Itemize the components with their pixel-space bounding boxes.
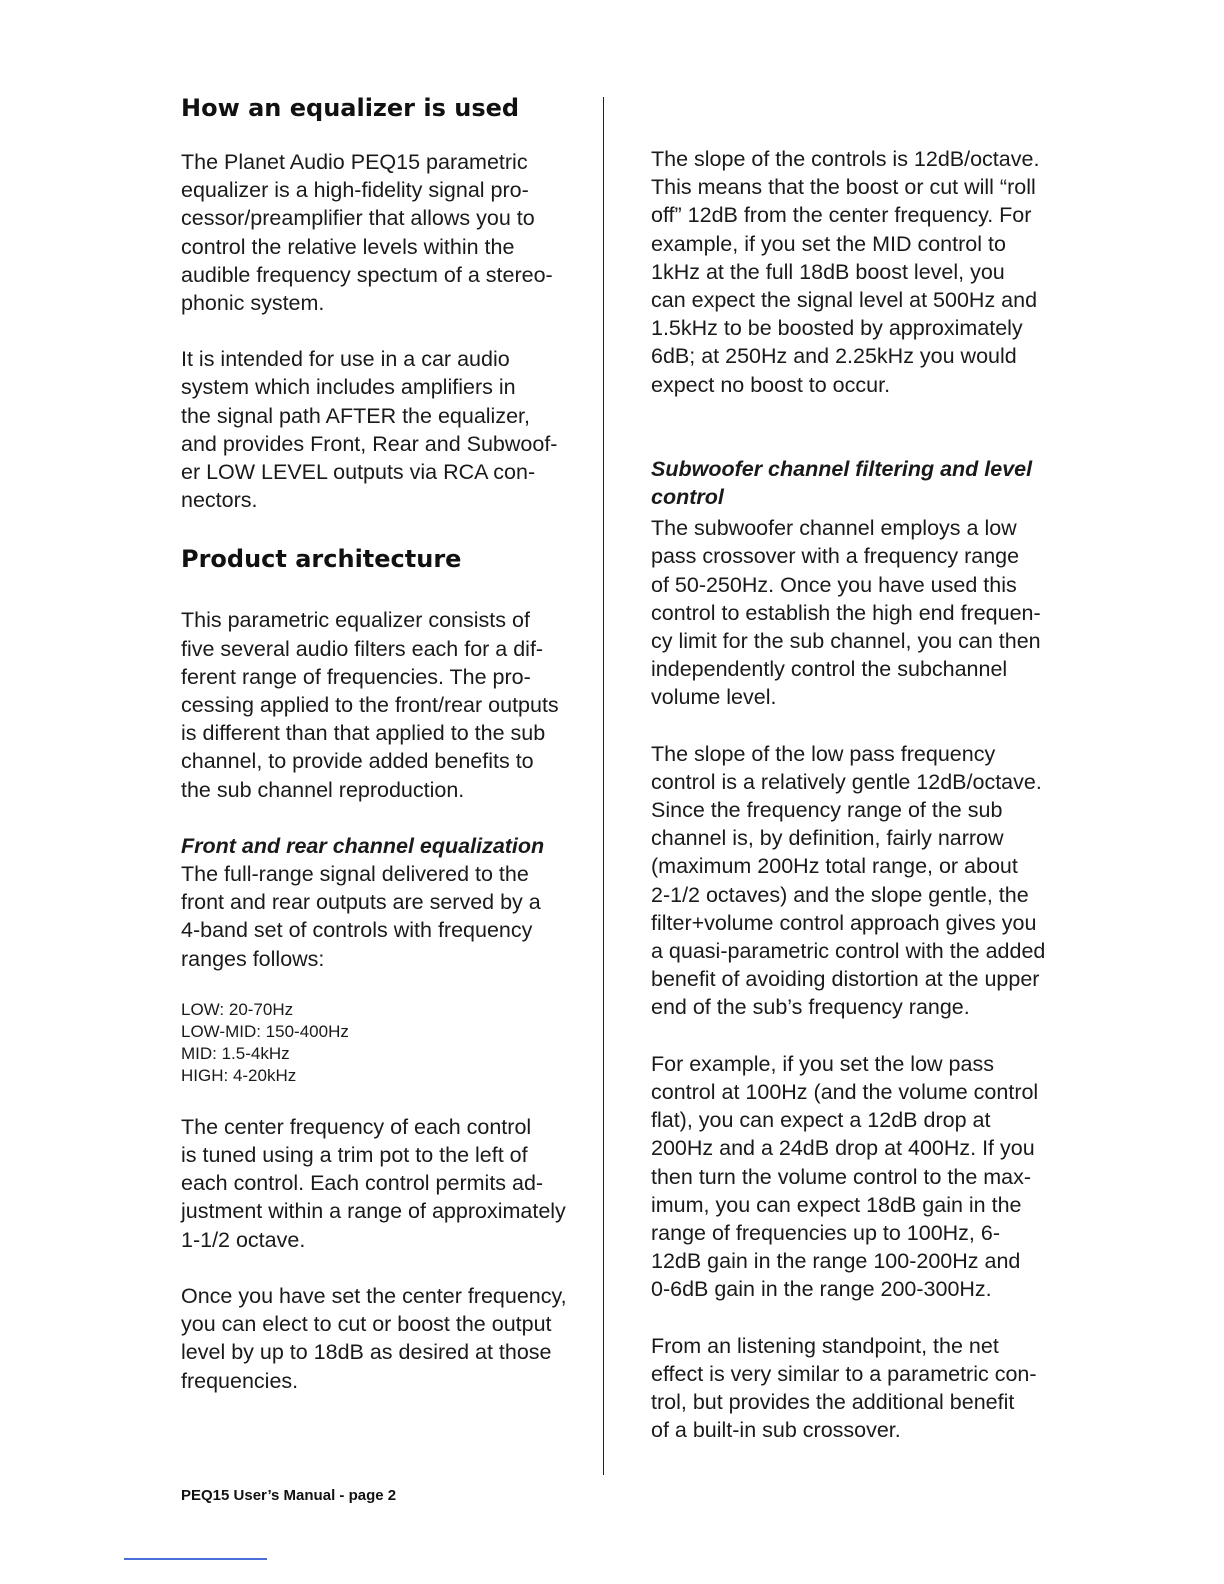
paragraph-cut-boost: Once you have set the center frequency, you can elect to cut or boost the output level by up to 18dB as desired at those frequencies. [181, 1283, 567, 1393]
list-item: HIGH: 4-20kHz [181, 1065, 297, 1085]
paragraph-intro: The Planet Audio PEQ15 parametric equalizer is a high-fidelity signal pro- cessor/preamplifier that allows you to control the relative levels within the audible frequency spectum of a stereo- phonic system. [181, 150, 553, 316]
list-item: LOW: 20-70Hz [181, 999, 294, 1019]
paragraph-slope: The slope of the controls is 12dB/octave. This means that the boost or cut will “roll off” 12dB from the center frequency. For example, if you set the MID control to 1kHz at the full 18dB boost level, you can expect the signal level at 500Hz and 1.5kHz to be boosted by approximately 6dB; at 250Hz and 2.25kHz you would expect no boost to occur. [651, 147, 1040, 397]
frequency-band-list [181, 999, 581, 1087]
subheading-subwoofer-filtering: Subwoofer channel filtering and level control [651, 456, 1033, 510]
heading-how-equalizer-used: How an equalizer is used [181, 94, 520, 122]
paragraph-example: For example, if you set the low pass control at 100Hz (and the volume control flat), you can expect a 12dB drop at 200Hz and a 24dB drop at 400Hz. If you then turn the volume control to the max- imum, you can expect 18dB gain in the range of frequencies up to 100Hz, 6- 12dB gain in the range 100-200Hz and 0-6dB gain in the range 200-300Hz. [651, 1051, 1039, 1302]
list-item: MID: 1.5-4kHz [181, 1043, 290, 1063]
heading-product-architecture: Product architecture [181, 545, 462, 574]
list-item: LOW-MID: 150-400Hz [181, 1021, 349, 1041]
page-footer: PEQ15 User’s Manual - page 2 [181, 1487, 397, 1504]
bottom-rule [124, 1558, 267, 1560]
right-column [651, 145, 1071, 1444]
paragraph-architecture: This parametric equalizer consists of five several audio filters each for a dif- ferent range of frequencies. The pro- cessing applied to the front/rear outputs is different than that applied to the sub channel, to provide added benefits to the sub channel reproduction. [181, 608, 559, 802]
paragraph-intended-use: It is intended for use in a car audio system which includes amplifiers in the signal path AFTER the equalizer, and provides Front, Rear and Subwoof- er LOW LEVEL outputs via RCA con- nectors. [181, 347, 558, 513]
column-divider [603, 97, 604, 1475]
paragraph-subwoofer-crossover: The subwoofer channel employs a low pass crossover with a frequency range of 50-250Hz. Once you have used this control to establish the high end frequen- cy limit for the sub channel, you can then independently control the subchannel volume level. [651, 516, 1041, 710]
paragraph-low-pass-slope: The slope of the low pass frequency control is a relatively gentle 12dB/octave. Since the frequency range of the sub channel is, by definition, fairly narrow (maximum 200Hz total range, or about 2-1/2 octaves) and the slope gentle, the filter+volume control approach gives you a quasi-parametric control with the added benefit of avoiding distortion at the upper end of the sub’s frequency range. [651, 741, 1046, 1020]
left-column [181, 93, 581, 1395]
paragraph-front-rear: The full-range signal delivered to the front and rear outputs are served by a 4-band set of controls with frequency ranges follows: [181, 862, 541, 971]
subheading-front-rear-eq: Front and rear channel equalization [181, 833, 545, 858]
paragraph-center-frequency: The center frequency of each control is tuned using a trim pot to the left of each control. Each control permits ad- justment within a range of approximately 1-1/2 octave. [181, 1114, 566, 1252]
paragraph-listening-standpoint: From an listening standpoint, the net effect is very similar to a parametric con- trol, but provides the additional benefit of a built-in sub crossover. [651, 1333, 1037, 1443]
